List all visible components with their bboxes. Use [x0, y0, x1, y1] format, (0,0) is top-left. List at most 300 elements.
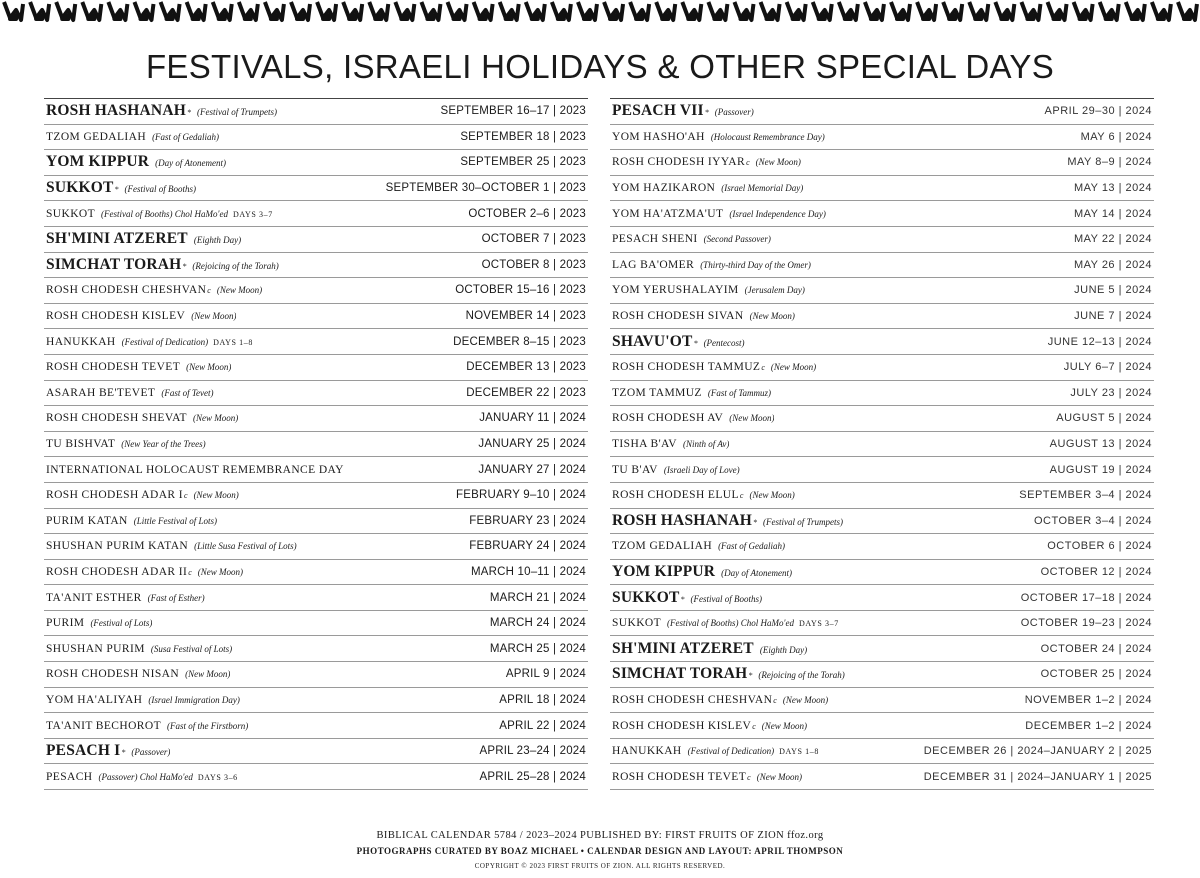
- binding-ring-icon: [1178, 2, 1197, 21]
- holiday-mark: c: [747, 772, 751, 782]
- holiday-note: (New Moon): [761, 720, 808, 731]
- holiday-note: (Festival of Booths): [690, 593, 763, 604]
- holiday-days: DAYS 1–8: [779, 747, 819, 757]
- holiday-row: [44, 457, 588, 483]
- holiday-list-right: [610, 98, 1154, 790]
- holiday-name: TU BISHVAT: [46, 438, 116, 451]
- binding-ring-icon: [474, 2, 493, 21]
- holiday-name: HANUKKAH: [46, 335, 116, 348]
- holiday-mark: *: [752, 517, 757, 527]
- binding-ring-icon: [1126, 2, 1145, 21]
- binding-ring-icon: [1048, 2, 1067, 21]
- holiday-name: YOM HA'ALIYAH: [46, 693, 143, 706]
- holiday-note: (Susa Festival of Lots): [150, 643, 233, 654]
- binding-ring-icon: [552, 2, 571, 21]
- holiday-label: [612, 333, 745, 351]
- footer-credits: PHOTOGRAPHS CURATED BY BOAZ MICHAEL • CALENDAR DESIGN AND LAYOUT: APRIL THOMPSON: [356, 846, 844, 856]
- holiday-label: [46, 179, 196, 197]
- holiday-row: [44, 125, 588, 151]
- holiday-label: [46, 361, 231, 373]
- holiday-note: (Ninth of Av): [682, 439, 730, 450]
- binding-ring-icon: [1074, 2, 1093, 21]
- holiday-note: (Little Susa Festival of Lots): [194, 541, 297, 552]
- holiday-name: ROSH CHODESH ADAR II: [46, 565, 188, 578]
- holiday-date: JUNE 5 | 2024: [1074, 284, 1152, 297]
- holiday-mark: c: [746, 158, 750, 168]
- holiday-row: [44, 509, 588, 535]
- holiday-date: APRIL 29–30 | 2024: [1044, 105, 1152, 118]
- holiday-note: (Rejoicing of the Torah): [192, 260, 279, 271]
- holiday-note: (Fast of the Firstborn): [167, 720, 249, 731]
- holiday-label: [46, 566, 243, 578]
- holiday-label: [46, 515, 217, 527]
- binding-ring-icon: [161, 2, 180, 21]
- holiday-row: [44, 329, 588, 355]
- holiday-label: [46, 256, 279, 274]
- holiday-row: [610, 304, 1154, 330]
- holiday-date: DECEMBER 26 | 2024–JANUARY 2 | 2025: [923, 745, 1152, 758]
- holiday-name: PURIM: [46, 617, 85, 630]
- holiday-mark: *: [704, 108, 709, 118]
- holiday-label: [46, 540, 297, 552]
- binding-ring-icon: [4, 2, 23, 21]
- holiday-label: [46, 230, 241, 248]
- binding-ring-icon: [865, 2, 884, 21]
- holiday-date: JULY 6–7 | 2024: [1063, 361, 1152, 374]
- holiday-label: [612, 310, 795, 322]
- holiday-note: (New Moon): [755, 157, 801, 168]
- holiday-label: [46, 387, 214, 399]
- holiday-note: (New Moon): [770, 362, 817, 373]
- holiday-name: YOM HA'ATZMA'UT: [612, 207, 724, 220]
- binding-ring-icon: [969, 2, 988, 21]
- holiday-label: [612, 589, 762, 607]
- holiday-label: [612, 259, 811, 271]
- holiday-mark: c: [773, 695, 777, 705]
- holiday-name: ROSH CHODESH ADAR I: [46, 489, 183, 502]
- holiday-date: DECEMBER 13 | 2023: [466, 361, 586, 374]
- holiday-row: [610, 381, 1154, 407]
- holiday-mark: *: [680, 594, 685, 604]
- holiday-date: JANUARY 25 | 2024: [478, 438, 586, 451]
- holiday-row: [44, 688, 588, 714]
- binding-ring-icon: [839, 2, 858, 21]
- holiday-date: MAY 8–9 | 2024: [1067, 156, 1152, 169]
- binding-ring-icon: [1152, 2, 1171, 21]
- holiday-mark: c: [207, 286, 211, 296]
- binding-ring-icon: [369, 2, 388, 21]
- holiday-row: [610, 125, 1154, 151]
- holiday-date: AUGUST 19 | 2024: [1049, 463, 1152, 476]
- binding-ring-icon: [56, 2, 75, 21]
- holiday-name: ROSH CHODESH TEVET: [46, 361, 181, 374]
- holiday-name: SHAVU'OT: [612, 332, 693, 350]
- holiday-days: DAYS 3–7: [798, 619, 839, 629]
- holiday-row: [44, 764, 588, 790]
- holiday-note: (New Moon): [729, 413, 775, 424]
- holiday-note: (Little Festival of Lots): [133, 515, 217, 526]
- holiday-row: [44, 227, 588, 253]
- holiday-label: [612, 102, 754, 120]
- holiday-note: (Jerusalem Day): [744, 285, 805, 296]
- holiday-name: PURIM KATAN: [46, 514, 128, 527]
- holiday-date: JANUARY 27 | 2024: [478, 463, 586, 476]
- holiday-note: (Festival of Trumpets): [196, 107, 277, 118]
- holiday-note: (Pentecost): [703, 337, 745, 348]
- holiday-date: MARCH 10–11 | 2024: [470, 565, 586, 578]
- holiday-row: [610, 201, 1154, 227]
- holiday-name: YOM HASHO'AH: [612, 130, 705, 143]
- holiday-note: (Festival of Booths) Chol HaMo'ed: [667, 618, 794, 629]
- holiday-mark: *: [182, 261, 187, 271]
- binding-ring-icon: [343, 2, 362, 21]
- holiday-note: (New Moon): [756, 771, 802, 782]
- holiday-name: PESACH VII: [612, 102, 704, 120]
- holiday-name: TA'ANIT BECHOROT: [46, 719, 161, 732]
- holiday-row: [44, 534, 588, 560]
- holiday-date: MAY 13 | 2024: [1073, 182, 1152, 195]
- holiday-name: ROSH CHODESH SIVAN: [612, 310, 744, 323]
- holiday-label: [612, 694, 828, 706]
- holiday-note: (New Moon): [193, 490, 239, 501]
- holiday-name: TA'ANIT ESTHER: [46, 591, 142, 604]
- holiday-row: [44, 201, 588, 227]
- holiday-mark: *: [114, 185, 119, 195]
- holiday-row: [610, 611, 1154, 637]
- holiday-date: AUGUST 5 | 2024: [1056, 412, 1152, 425]
- holiday-name: ASARAH BE'TEVET: [46, 386, 156, 399]
- holiday-name: ROSH HASHANAH: [612, 511, 752, 529]
- holiday-date: OCTOBER 24 | 2024: [1040, 642, 1152, 655]
- holiday-date: MARCH 25 | 2024: [489, 642, 586, 655]
- holiday-row: [44, 739, 588, 765]
- holiday-row: [610, 534, 1154, 560]
- holiday-note: (Israel Independence Day): [729, 208, 826, 219]
- holiday-label: [612, 489, 795, 501]
- binding-ring-icon: [787, 2, 806, 21]
- holiday-label: [46, 208, 273, 220]
- holiday-row: [44, 253, 588, 279]
- holiday-name: ROSH CHODESH SHEVAT: [46, 412, 187, 425]
- holiday-date: AUGUST 13 | 2024: [1049, 438, 1152, 451]
- holiday-label: [46, 643, 232, 655]
- holiday-label: [612, 387, 771, 399]
- footer-copyright: COPYRIGHT © 2023 FIRST FRUITS OF ZION. ALL RIGHTS RESERVED.: [474, 862, 726, 870]
- holiday-name: ROSH CHODESH AV: [612, 412, 724, 425]
- holiday-note: (Fast of Tevet): [161, 387, 214, 398]
- holiday-label: [612, 540, 785, 552]
- binding-ring-icon: [656, 2, 675, 21]
- holiday-note: (Israeli Day of Love): [663, 464, 740, 475]
- binding-ring-icon: [395, 2, 414, 21]
- holiday-note: (Passover): [131, 747, 171, 758]
- holiday-label: [612, 438, 729, 450]
- holiday-note: (Festival of Lots): [90, 618, 153, 629]
- holiday-label: [46, 464, 344, 476]
- holiday-note: (Day of Atonement): [155, 158, 226, 169]
- holiday-label: [612, 182, 803, 194]
- holiday-label: [612, 233, 771, 245]
- binding-ring-icon: [187, 2, 206, 21]
- holiday-note: (New Moon): [186, 362, 232, 373]
- holiday-note: (Festival of Trumpets): [762, 516, 843, 527]
- binding-ring-icon: [1021, 2, 1040, 21]
- holiday-note: (Festival of Dedication): [687, 746, 775, 757]
- binding-ring-icon: [213, 2, 232, 21]
- holiday-name: ROSH CHODESH TEVET: [612, 770, 747, 783]
- holiday-label: [612, 665, 845, 683]
- holiday-date: OCTOBER 6 | 2024: [1047, 540, 1152, 553]
- holiday-date: JUNE 7 | 2024: [1074, 310, 1152, 323]
- holiday-row: [44, 278, 588, 304]
- binding-ring-icon: [1100, 2, 1119, 21]
- holiday-row: [44, 560, 588, 586]
- holiday-note: (Thirty-third Day of the Omer): [700, 259, 811, 270]
- holiday-row: [610, 483, 1154, 509]
- holiday-label: [46, 617, 152, 629]
- holiday-note: (Festival of Dedication): [121, 336, 209, 347]
- holiday-row: [44, 150, 588, 176]
- holiday-note: (Rejoicing of the Torah): [758, 670, 845, 681]
- holiday-row: [44, 636, 588, 662]
- holiday-date: NOVEMBER 1–2 | 2024: [1024, 693, 1152, 706]
- holiday-label: [612, 563, 792, 581]
- binding-ring-icon: [734, 2, 753, 21]
- holiday-row: [44, 483, 588, 509]
- binding-ring-icon: [630, 2, 649, 21]
- binding-ring-icon: [30, 2, 49, 21]
- holiday-date: OCTOBER 15–16 | 2023: [455, 284, 586, 297]
- holiday-name: ROSH CHODESH KISLEV: [46, 310, 186, 323]
- holiday-label: [46, 412, 238, 424]
- holiday-name: ROSH HASHANAH: [46, 102, 186, 120]
- holiday-note: (New Moon): [749, 490, 795, 501]
- holiday-date: OCTOBER 25 | 2024: [1040, 668, 1152, 681]
- holiday-date: SEPTEMBER 16–17 | 2023: [440, 105, 586, 118]
- holiday-label: [46, 310, 236, 322]
- holiday-note: (Israel Memorial Day): [721, 183, 804, 194]
- holiday-name: SUKKOT: [46, 207, 96, 220]
- holiday-label: [612, 640, 807, 658]
- binding-ring-icon: [526, 2, 545, 21]
- holiday-row: [44, 381, 588, 407]
- holiday-name: YOM YERUSHALAYIM: [612, 284, 739, 297]
- holiday-row: [610, 662, 1154, 688]
- holiday-row: [44, 304, 588, 330]
- holiday-note: (Second Passover): [703, 234, 771, 245]
- holiday-name: PESACH: [46, 770, 93, 783]
- holiday-label: [46, 284, 262, 296]
- holiday-mark: c: [188, 567, 192, 577]
- holiday-name: ROSH CHODESH CHESHVAN: [612, 693, 773, 706]
- holiday-date: APRIL 9 | 2024: [505, 668, 586, 681]
- binding-ring-icon: [708, 2, 727, 21]
- holiday-date: OCTOBER 17–18 | 2024: [1020, 591, 1152, 604]
- holiday-date: FEBRUARY 9–10 | 2024: [456, 489, 586, 502]
- holiday-name: LAG BA'OMER: [612, 258, 695, 271]
- holiday-name: SUKKOT: [612, 588, 680, 606]
- holiday-date: JUNE 12–13 | 2024: [1047, 335, 1152, 348]
- holiday-date: NOVEMBER 14 | 2023: [465, 310, 586, 323]
- holiday-date: OCTOBER 8 | 2023: [481, 258, 586, 271]
- holiday-label: [612, 156, 801, 168]
- holiday-mark: c: [184, 491, 188, 501]
- holiday-name: SH'MINI ATZERET: [612, 639, 754, 657]
- holiday-row: [44, 99, 588, 125]
- holiday-row: [610, 739, 1154, 765]
- holiday-label: [612, 745, 819, 757]
- binding-ring-icon: [291, 2, 310, 21]
- holiday-row: [44, 611, 588, 637]
- holiday-date: MAY 26 | 2024: [1073, 258, 1152, 271]
- holiday-name: SUKKOT: [612, 617, 662, 630]
- holiday-label: [46, 489, 239, 501]
- holiday-note: (Passover) Chol HaMo'ed: [98, 771, 193, 782]
- holiday-row: [610, 278, 1154, 304]
- holiday-row: [44, 662, 588, 688]
- holiday-label: [46, 336, 253, 348]
- holiday-date: DECEMBER 22 | 2023: [466, 386, 586, 399]
- holiday-date: MAY 14 | 2024: [1073, 207, 1152, 220]
- holiday-date: SEPTEMBER 18 | 2023: [460, 130, 586, 143]
- binding-ring-icon: [108, 2, 127, 21]
- holiday-date: SEPTEMBER 25 | 2023: [460, 156, 586, 169]
- holiday-row: [610, 560, 1154, 586]
- binding-ring-icon: [813, 2, 832, 21]
- holiday-date: DECEMBER 31 | 2024–JANUARY 1 | 2025: [923, 770, 1152, 783]
- holiday-row: [610, 150, 1154, 176]
- holiday-row: [44, 713, 588, 739]
- holiday-date: OCTOBER 19–23 | 2024: [1020, 617, 1152, 630]
- holiday-date: MARCH 24 | 2024: [489, 617, 586, 630]
- holiday-label: [46, 742, 170, 760]
- holiday-row: [44, 585, 588, 611]
- holiday-note: (Eighth Day): [193, 235, 242, 246]
- holiday-name: ROSH CHODESH NISAN: [46, 668, 180, 681]
- holiday-name: SIMCHAT TORAH: [612, 665, 748, 683]
- holiday-name: ROSH CHODESH ELUL: [612, 489, 739, 502]
- holiday-row: [44, 355, 588, 381]
- binding-ring-icon: [265, 2, 284, 21]
- holiday-label: [612, 464, 740, 476]
- holiday-date: OCTOBER 3–4 | 2024: [1033, 514, 1152, 527]
- holiday-note: (New Moon): [749, 311, 795, 322]
- binding-ring-icon: [82, 2, 101, 21]
- holiday-row: [610, 99, 1154, 125]
- holiday-name: YOM KIPPUR: [46, 153, 150, 171]
- holiday-note: (New Moon): [191, 311, 237, 322]
- holiday-date: FEBRUARY 23 | 2024: [469, 514, 586, 527]
- holiday-days: DAYS 1–8: [213, 337, 253, 347]
- holiday-name: PESACH SHENI: [612, 233, 698, 246]
- holiday-mark: *: [693, 338, 698, 348]
- holiday-name: TZOM GEDALIAH: [46, 130, 147, 143]
- holiday-date: SEPTEMBER 30–OCTOBER 1 | 2023: [385, 182, 586, 195]
- holiday-date: APRIL 25–28 | 2024: [479, 770, 586, 783]
- holiday-note: (New Moon): [197, 566, 244, 577]
- holiday-name: TISHA B'AV: [612, 438, 677, 451]
- holiday-label: [46, 438, 206, 450]
- holiday-date: MARCH 21 | 2024: [489, 591, 586, 604]
- holiday-label: [612, 720, 807, 732]
- holiday-note: (Festival of Booths) Chol HaMo'ed: [101, 208, 228, 219]
- binding-ring-icon: [500, 2, 519, 21]
- holiday-row: [610, 355, 1154, 381]
- binding-ring-icon: [421, 2, 440, 21]
- holiday-note: (Fast of Tammuz): [707, 387, 772, 398]
- holiday-row: [610, 227, 1154, 253]
- binding-ring-icon: [239, 2, 258, 21]
- holiday-name: SHUSHAN PURIM: [46, 642, 145, 655]
- holiday-note: (Festival of Booths): [124, 184, 197, 195]
- binding-ring-icon: [578, 2, 597, 21]
- holiday-mark: *: [748, 671, 753, 681]
- holiday-name: PESACH I: [46, 742, 121, 760]
- holiday-row: [610, 764, 1154, 790]
- holiday-row: [610, 432, 1154, 458]
- holiday-name: TZOM GEDALIAH: [612, 540, 713, 553]
- holiday-date: OCTOBER 12 | 2024: [1040, 565, 1152, 578]
- binding-ring-icon: [761, 2, 780, 21]
- holiday-label: [612, 361, 816, 373]
- holiday-label: [46, 592, 205, 604]
- holiday-label: [46, 153, 226, 171]
- holiday-row: [610, 688, 1154, 714]
- holiday-mark: *: [186, 108, 191, 118]
- holiday-days: DAYS 3–7: [232, 209, 273, 219]
- holiday-date: OCTOBER 2–6 | 2023: [468, 207, 586, 220]
- binding-ring-icon: [682, 2, 701, 21]
- holiday-note: (Israel Immigration Day): [148, 694, 240, 705]
- holiday-row: [610, 713, 1154, 739]
- holiday-date: SEPTEMBER 3–4 | 2024: [1019, 489, 1152, 502]
- holiday-name: TU B'AV: [612, 463, 658, 476]
- holiday-row: [610, 329, 1154, 355]
- holiday-date: JANUARY 11 | 2024: [479, 412, 586, 425]
- holiday-name: ROSH CHODESH CHESHVAN: [46, 284, 207, 297]
- holiday-row: [610, 253, 1154, 279]
- footer-publisher: BIBLICAL CALENDAR 5784 / 2023–2024 PUBLISHED BY: FIRST FRUITS OF ZION ffoz.org: [376, 830, 824, 841]
- holiday-note: (Holocaust Remembrance Day): [710, 131, 825, 142]
- holiday-label: [46, 694, 240, 706]
- binding-ring-icon: [917, 2, 936, 21]
- holiday-name: TZOM TAMMUZ: [612, 386, 702, 399]
- holiday-label: [612, 617, 839, 629]
- holiday-name: SUKKOT: [46, 179, 114, 197]
- holiday-date: MAY 22 | 2024: [1073, 233, 1152, 246]
- holiday-label: [46, 668, 230, 680]
- holiday-note: (Day of Atonement): [721, 567, 792, 578]
- holiday-date: FEBRUARY 24 | 2024: [469, 540, 586, 553]
- binding-ring-icon: [995, 2, 1014, 21]
- holiday-row: [610, 636, 1154, 662]
- holiday-row: [610, 509, 1154, 535]
- holiday-label: [46, 131, 219, 143]
- holiday-date: APRIL 23–24 | 2024: [479, 745, 586, 758]
- holiday-name: ROSH CHODESH TAMMUZ: [612, 361, 761, 374]
- holiday-name: HANUKKAH: [612, 745, 682, 758]
- holiday-note: (Fast of Gedaliah): [152, 131, 220, 142]
- holiday-label: [612, 131, 825, 143]
- holiday-row: [610, 176, 1154, 202]
- holiday-label: [46, 720, 248, 732]
- holiday-name: INTERNATIONAL HOLOCAUST REMEMBRANCE DAY: [46, 463, 344, 476]
- holiday-date: DECEMBER 1–2 | 2024: [1025, 719, 1152, 732]
- spiral-binding: [0, 0, 1200, 26]
- holiday-note: (New Moon): [185, 669, 231, 680]
- holiday-name: SHUSHAN PURIM KATAN: [46, 540, 189, 553]
- binding-ring-icon: [943, 2, 962, 21]
